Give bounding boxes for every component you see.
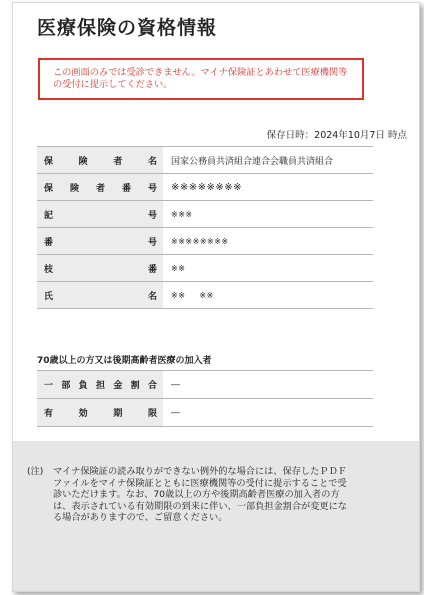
- label-chars: [44, 235, 157, 248]
- label-char: 者: [113, 156, 123, 167]
- label-char: 氏: [44, 291, 54, 302]
- table-row: [37, 228, 373, 255]
- label-chars: [44, 208, 157, 221]
- label-chars: [44, 154, 157, 167]
- label-char: 負: [78, 381, 88, 391]
- label-char: 名: [147, 156, 157, 167]
- label-char: 者: [95, 183, 105, 194]
- label-char: 号: [147, 210, 157, 221]
- label-char: 険: [69, 183, 79, 194]
- value-insurer-name: 国家公務員共済組合連合会職員共済組合: [163, 147, 373, 174]
- label-insurer-number: [37, 174, 163, 201]
- label-name: [37, 282, 163, 309]
- label-char: 部: [61, 381, 71, 391]
- value-expiry-date: ―: [163, 399, 373, 427]
- warning-box: この画面のみでは受診できません。マイナ保険証とあわせて医療機関等の受付に提示してください。: [38, 58, 364, 100]
- value-symbol: ※※※: [163, 201, 373, 228]
- label-char: 記: [44, 210, 54, 221]
- page-title: 医療保険の資格情報: [37, 17, 218, 39]
- elder-info-table: [37, 370, 373, 427]
- label-char: 号: [147, 183, 157, 194]
- label-char: 番: [121, 183, 131, 194]
- label-char: 金: [113, 381, 123, 391]
- label-insurer-name: [37, 147, 163, 174]
- table-row: [37, 174, 373, 201]
- value-branch-number: ※※: [163, 255, 373, 282]
- label-char: 号: [147, 237, 157, 248]
- label-char: 期: [113, 409, 123, 419]
- label-copay-ratio: [37, 371, 163, 399]
- label-char: 枝: [44, 264, 54, 275]
- note-section: [13, 441, 419, 591]
- label-char: 保: [44, 156, 54, 167]
- label-char: 有: [44, 409, 54, 419]
- table-row: [37, 255, 373, 282]
- elder-section-heading: 70歳以上の方又は後期高齢者医療の加入者: [37, 356, 212, 366]
- note-text: マイナ保険証の読み取りができない例外的な場合には、保存したＰＤＦファイルをマイナ保険証とともに医療機関等の受付に提示することで受診いただけます。なお、70歳以上の方や後期高齢者医療の加入者の方は、表示されている有効期限の到来に伴い、一部負担金割合が変更になる場合がありますので、ご留意ください。: [53, 466, 347, 523]
- label-symbol: [37, 201, 163, 228]
- label-char: 険: [78, 156, 88, 167]
- table-row: [37, 282, 373, 309]
- value-insurer-number: ※※※※※※※※: [163, 174, 373, 201]
- label-char: 担: [95, 381, 105, 391]
- document-sheet: [12, 2, 420, 592]
- note: [27, 466, 347, 524]
- label-chars: [44, 289, 157, 302]
- label-char: 名: [147, 291, 157, 302]
- label-char: 番: [44, 237, 54, 248]
- table-row: [37, 147, 373, 174]
- value-given-name: ※※: [199, 290, 214, 300]
- label-char: 保: [44, 183, 54, 194]
- value-family-name: ※※: [171, 290, 186, 300]
- label-char: 効: [78, 409, 88, 419]
- value-name: [163, 282, 373, 309]
- insurance-info-table: [37, 146, 373, 309]
- saved-datetime: 保存日時：2024年10月7日 時点: [266, 130, 407, 141]
- note-prefix: (注): [27, 466, 44, 477]
- label-chars: [44, 378, 157, 391]
- label-expiry-date: [37, 399, 163, 427]
- label-char: 割: [130, 381, 140, 391]
- label-number: [37, 228, 163, 255]
- label-char: 一: [44, 381, 54, 391]
- label-char: 限: [147, 409, 157, 419]
- label-char: 合: [147, 381, 157, 391]
- table-row: [37, 399, 373, 427]
- label-chars: [44, 181, 157, 194]
- label-branch-number: [37, 255, 163, 282]
- table-row: [37, 201, 373, 228]
- value-copay-ratio: ―: [163, 371, 373, 399]
- table-row: [37, 371, 373, 399]
- value-number: ※※※※※※※※: [163, 228, 373, 255]
- label-chars: [44, 406, 157, 419]
- label-char: 番: [147, 264, 157, 275]
- label-chars: [44, 262, 157, 275]
